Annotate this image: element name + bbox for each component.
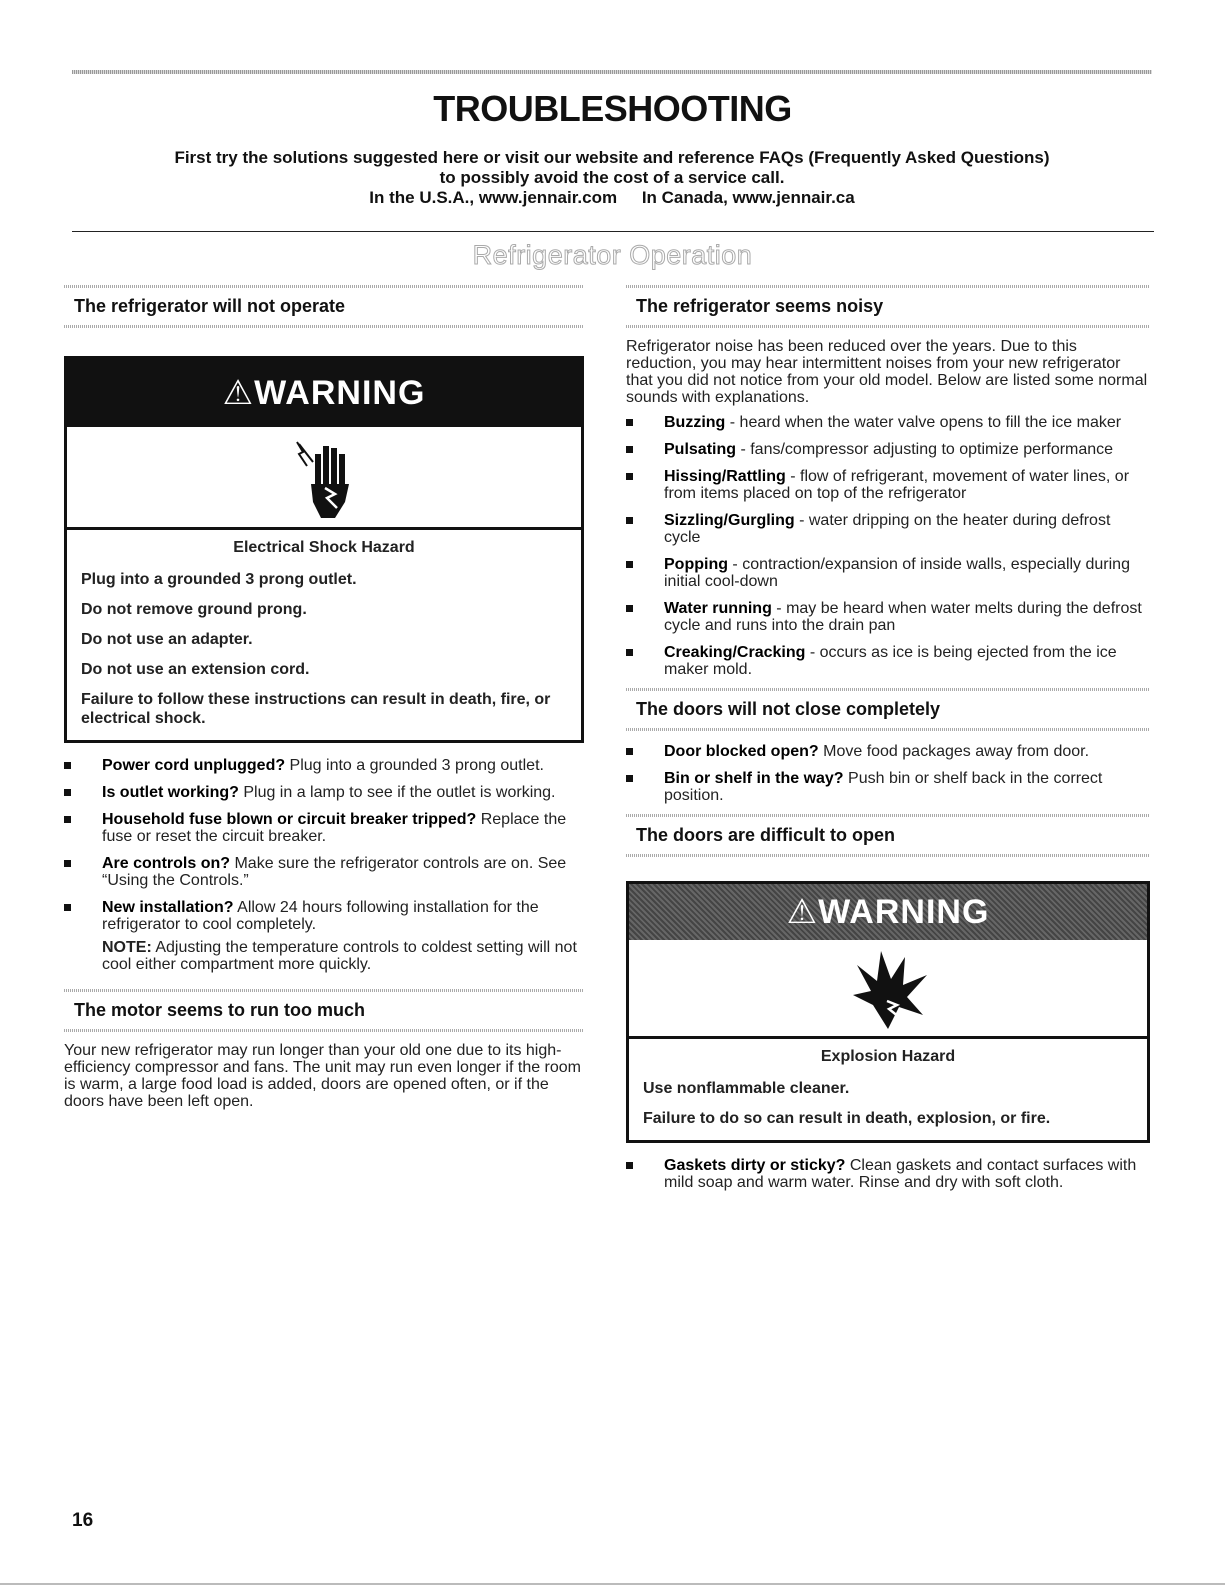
item-label: Household fuse blown or circuit breaker tripped? (102, 811, 477, 828)
bullet-icon (626, 649, 633, 656)
list-item (626, 600, 1150, 634)
subtitle (72, 148, 1152, 208)
right-column (626, 285, 1150, 1201)
hazard-title: Explosion Hazard (820, 1048, 956, 1065)
list-item (64, 757, 584, 774)
section-heading: Refrigerator Operation (472, 240, 753, 270)
heading-doors-open: The doors are difficult to open (636, 825, 896, 845)
item-text: Plug into a grounded 3 prong outlet. (285, 757, 544, 774)
item-text: Make sure the refrigerator controls are on. See “Using the Controls.” (102, 855, 567, 889)
heading-noisy: The refrigerator seems noisy (636, 296, 884, 316)
item-label: Creaking/Cracking (664, 644, 806, 661)
bullet-icon (64, 789, 71, 796)
warning-banner: ⚠WARNING (67, 359, 581, 427)
divider (626, 325, 1150, 328)
item-text: - flow of refrigerant, movement of water lines, or from items placed on top of the refrigerator (664, 468, 1130, 502)
subtitle-websites (72, 188, 1152, 208)
page-title: TROUBLESHOOTING (433, 88, 792, 129)
heading-not-operate: The refrigerator will not operate (74, 296, 346, 316)
item-text: Plug in a lamp to see if the outlet is working. (238, 784, 556, 801)
list-item (626, 414, 1150, 431)
bullet-icon (626, 517, 633, 524)
warning-banner: ⚠WARNING (629, 884, 1147, 940)
note (64, 939, 584, 973)
warning-line: Failure to follow these instructions can result in death, fire, or electrical shock. (81, 691, 551, 727)
item-label: Hissing/Rattling (664, 468, 786, 485)
item-text: - contraction/expansion of inside walls, especially during initial cool-down (664, 556, 1130, 590)
item-text: Clean gaskets and contact surfaces with mild soap and warm water. Rinse and dry with soft cloth. (664, 1157, 1137, 1191)
list-item (626, 743, 1150, 760)
item-label: Buzzing (664, 414, 726, 431)
item-label: Power cord unplugged? (102, 757, 286, 774)
bullet-icon (64, 762, 71, 769)
shock-hazard-icon (67, 427, 581, 530)
warning-text (67, 530, 581, 740)
item-label: New installation? (102, 899, 234, 916)
warning-line: Failure to do so can result in death, explosion, or fire. (643, 1110, 1051, 1127)
item-label: Are controls on? (102, 855, 231, 872)
item-label: Water running (664, 600, 772, 617)
item-label: Sizzling/Gurgling (664, 512, 795, 529)
warning-line: Do not use an adapter. (81, 631, 253, 648)
item-text: - water dripping on the heater during defrost cycle (664, 512, 1111, 546)
heading-doors-close: The doors will not close completely (636, 699, 941, 719)
list-item (626, 441, 1150, 458)
usa-website[interactable]: In the U.S.A., www.jennair.com (369, 188, 618, 207)
motor-text: Your new refrigerator may run longer than your old one due to its high-efficiency compressor and fans. The unit may run even longer if the room is warm, a large food load is added, doors are opened often, or if the doors have been left open. (64, 1042, 582, 1110)
bullet-icon (64, 860, 71, 867)
list-item (626, 644, 1150, 678)
bullet-icon (626, 561, 633, 568)
list-item (626, 770, 1150, 804)
noisy-intro: Refrigerator noise has been reduced over the years. Due to this reduction, you may hear intermittent noises from your new refrigerator that you did not notice from your old model. Below are listed some normal sounds with explanations. (626, 338, 1148, 406)
warning-line: Do not use an extension cord. (81, 661, 310, 678)
doors-close-list (626, 743, 1150, 804)
list-item (64, 855, 584, 889)
item-label: Is outlet working? (102, 784, 239, 801)
top-rule (72, 70, 1152, 74)
canada-website[interactable]: In Canada, www.jennair.ca (641, 188, 855, 207)
warning-line: Plug into a grounded 3 prong outlet. (81, 571, 357, 588)
list-item (626, 468, 1150, 502)
divider (64, 325, 584, 328)
heading-motor: The motor seems to run too much (74, 1000, 366, 1020)
item-text: - may be heard when water melts during the defrost cycle and runs into the drain pan (664, 600, 1142, 634)
bullet-icon (626, 775, 633, 782)
note-text: Adjusting the temperature controls to coldest setting will not cool either compartment more quickly. (102, 939, 577, 973)
warning-text (629, 1039, 1147, 1140)
warning-explosion (626, 881, 1150, 1143)
list-item (64, 784, 584, 801)
item-text: Replace the fuse or reset the circuit breaker. (102, 811, 567, 845)
note-label: NOTE: (102, 939, 152, 956)
bullet-icon (64, 816, 71, 823)
item-text: - heard when the water valve opens to fill the ice maker (725, 414, 1122, 431)
hazard-title: Electrical Shock Hazard (233, 539, 415, 556)
bullet-icon (626, 748, 633, 755)
warning-line: Do not remove ground prong. (81, 601, 307, 618)
doors-open-list (626, 1157, 1150, 1191)
divider (626, 854, 1150, 857)
explosion-hazard-icon (629, 940, 1147, 1039)
item-text: Allow 24 hours following installation for the refrigerator to cool completely. (102, 899, 539, 933)
list-item (64, 899, 584, 933)
subtitle-line: First try the solutions suggested here or visit our website and reference FAQs (Frequently Asked Questions) (174, 148, 1050, 167)
noisy-list (626, 414, 1150, 678)
item-text: Move food packages away from door. (818, 743, 1090, 760)
item-label: Popping (664, 556, 728, 573)
list-item (64, 811, 584, 845)
bullet-icon (626, 446, 633, 453)
bullet-icon (626, 419, 633, 426)
bullet-icon (626, 605, 633, 612)
warning-electrical (64, 356, 584, 743)
bullet-icon (64, 904, 71, 911)
item-label: Door blocked open? (664, 743, 819, 760)
item-label: Pulsating (664, 441, 737, 458)
bullet-icon (626, 473, 633, 480)
list-item (626, 512, 1150, 546)
subtitle-line: to possibly avoid the cost of a service call. (439, 168, 785, 187)
item-text: Push bin or shelf back in the correct position. (664, 770, 1103, 804)
left-column (64, 285, 584, 1110)
divider (626, 728, 1150, 731)
list-item (626, 556, 1150, 590)
main-rule (72, 231, 1154, 232)
divider (64, 1029, 584, 1032)
list-item (626, 1157, 1150, 1191)
warning-line: Use nonflammable cleaner. (643, 1080, 850, 1097)
not-operate-list (64, 757, 584, 933)
item-text: - occurs as ice is being ejected from the ice maker mold. (664, 644, 1117, 678)
item-label: Bin or shelf in the way? (664, 770, 844, 787)
page-number: 16 (72, 1510, 94, 1531)
bullet-icon (626, 1162, 633, 1169)
item-text: - fans/compressor adjusting to optimize performance (736, 441, 1114, 458)
item-label: Gaskets dirty or sticky? (664, 1157, 846, 1174)
